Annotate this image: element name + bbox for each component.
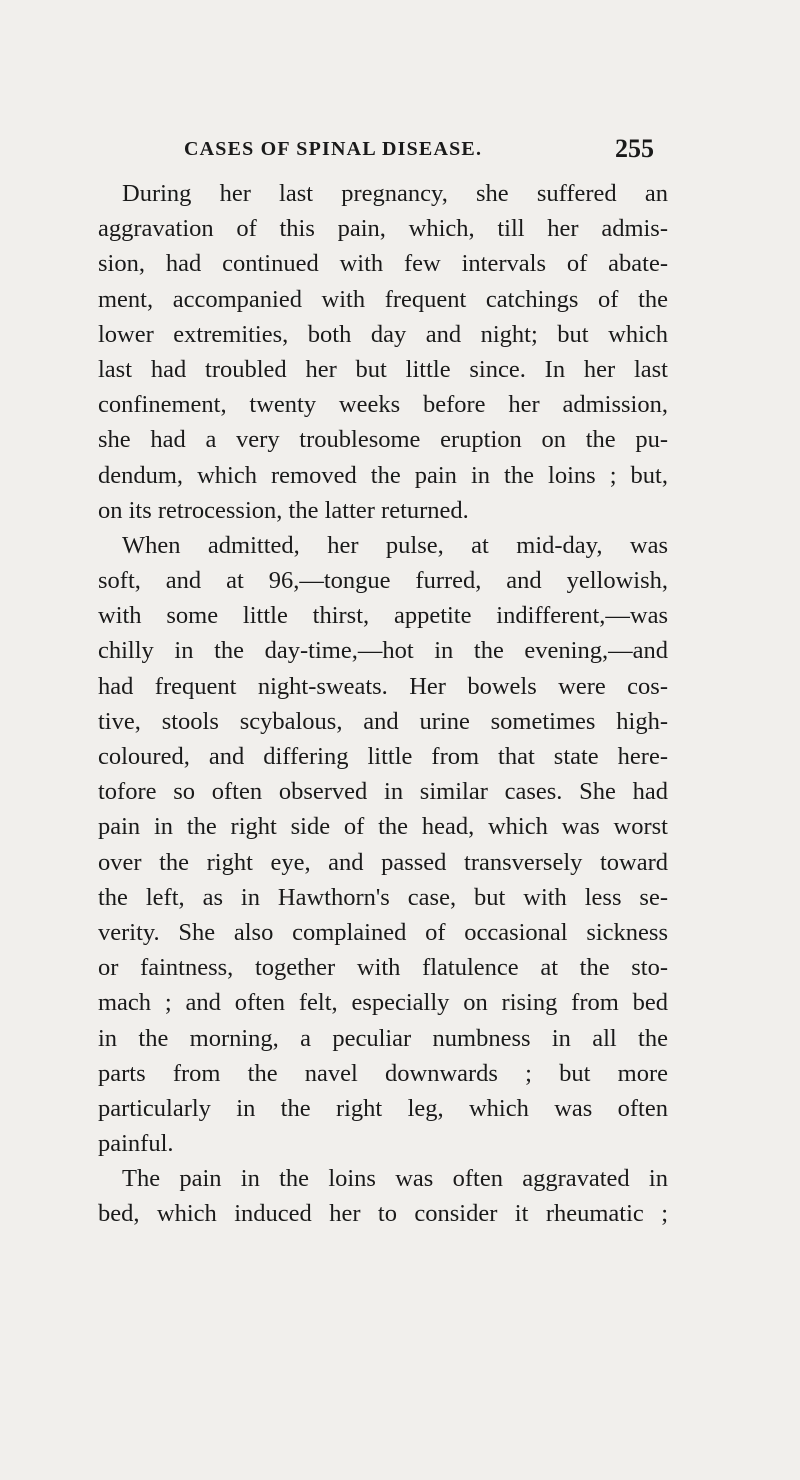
text-line: When admitted, her pulse, at mid-day, was [122, 531, 668, 559]
text-line: dendum, which removed the pain in the loins ; but, [98, 461, 668, 489]
text-line: mach ; and often felt, especially on rising from bed [98, 989, 668, 1017]
running-title: CASES OF SPINAL DISEASE. [184, 138, 483, 160]
text-line: tofore so often observed in similar cases. She had [98, 778, 668, 806]
text-line: bed, which induced her to consider it rheumatic ; [98, 1200, 668, 1228]
text-line: coloured, and differing little from that state here- [98, 743, 668, 770]
text-line: confinement, twenty weeks before her admission, [98, 391, 668, 419]
text-line: parts from the navel downwards ; but more [98, 1059, 668, 1087]
text-line: sion, had continued with few intervals of abate- [98, 250, 668, 278]
text-line: the left, as in Hawthorn's case, but with less se- [98, 883, 668, 911]
text-line: last had troubled her but little since. In her last [98, 355, 668, 383]
text-line: lower extremities, both day and night; but which [98, 320, 668, 348]
text-line: During her last pregnancy, she suffered an [122, 180, 668, 207]
text-line: in the morning, a peculiar numbness in all the [98, 1024, 668, 1052]
running-header [184, 134, 654, 168]
text-line: chilly in the day-time,—hot in the evening,—and [98, 637, 668, 665]
text-line: had frequent night-sweats. Her bowels were cos- [98, 672, 668, 700]
text-line: over the right eye, and passed transversely toward [98, 848, 668, 876]
text-line: or faintness, together with flatulence at the sto- [98, 954, 668, 982]
text-line: particularly in the right leg, which was often [98, 1094, 668, 1122]
text-line: The pain in the loins was often aggravated in [122, 1165, 668, 1193]
text-line: painful. [98, 1130, 174, 1158]
text-line: ment, accompanied with frequent catchings of the [98, 285, 668, 313]
text-line: aggravation of this pain, which, till her admis- [98, 215, 668, 243]
text-line: with some little thirst, appetite indifferent,—was [98, 602, 668, 630]
text-line: pain in the right side of the head, which was worst [98, 813, 668, 841]
body-text [98, 176, 668, 1232]
text-line: verity. She also complained of occasional sickness [98, 918, 668, 946]
text-line: soft, and at 96,—tongue furred, and yellowish, [98, 567, 668, 595]
text-line: she had a very troublesome eruption on the pu- [98, 426, 668, 454]
text-line: on its retrocession, the latter returned. [98, 496, 469, 524]
page-number: 255 [615, 134, 654, 163]
text-line: tive, stools scybalous, and urine sometimes high- [98, 707, 668, 735]
